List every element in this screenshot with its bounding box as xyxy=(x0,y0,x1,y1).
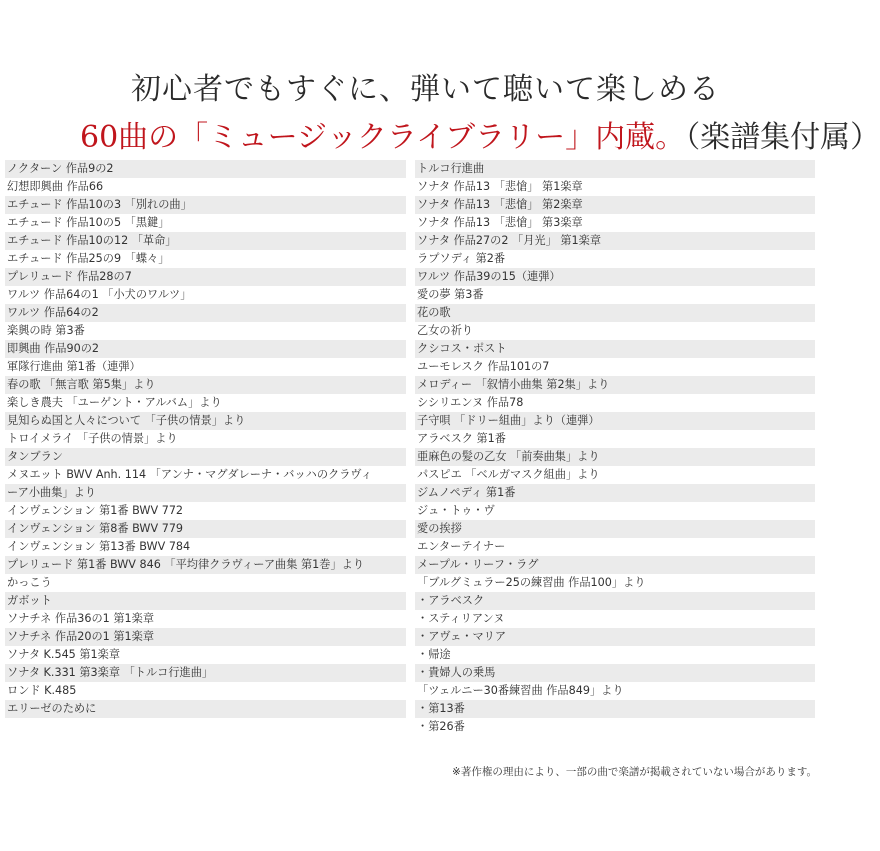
song-list-item: ジムノペディ 第1番 xyxy=(415,484,815,502)
song-list-item: シシリエンヌ 作品78 xyxy=(415,394,815,412)
song-list-item: エリーゼのために xyxy=(5,700,406,718)
song-list-item: 楽しき農夫 「ユーゲント・アルバム」より xyxy=(5,394,406,412)
song-list-item: エチュード 作品10の5 「黒鍵」 xyxy=(5,214,406,232)
song-list-item: ・アヴェ・マリア xyxy=(415,628,815,646)
song-list-item: 「ツェルニー30番練習曲 作品849」より xyxy=(415,682,815,700)
song-list-item: インヴェンション 第13番 BWV 784 xyxy=(5,538,406,556)
song-list-item: ソナタ 作品27の2 「月光」 第1楽章 xyxy=(415,232,815,250)
song-list-item: 即興曲 作品90の2 xyxy=(5,340,406,358)
song-list-item: ・第13番 xyxy=(415,700,815,718)
song-list-item: 愛の挨拶 xyxy=(415,520,815,538)
song-list-item: ノクターン 作品9の2 xyxy=(5,160,406,178)
song-list-item: アラベスク 第1番 xyxy=(415,430,815,448)
song-list-item: ソナタ 作品13 「悲愴」 第2楽章 xyxy=(415,196,815,214)
copyright-footnote: ※著作権の理由により、一部の曲で楽譜が掲載されていない場合があります。 xyxy=(452,766,817,778)
song-list-item: ラプソディ 第2番 xyxy=(415,250,815,268)
song-list-item: インヴェンション 第8番 BWV 779 xyxy=(5,520,406,538)
song-list-item: メヌエット BWV Anh. 114 「アンナ・マグダレーナ・バッハのクラヴィ xyxy=(5,466,406,484)
song-list-item: ユーモレスク 作品101の7 xyxy=(415,358,815,376)
song-list-item: ・アラベスク xyxy=(415,592,815,610)
headline-line-2 xyxy=(80,112,880,156)
song-list-item: トルコ行進曲 xyxy=(415,160,815,178)
song-list-item: 亜麻色の髪の乙女 「前奏曲集」より xyxy=(415,448,815,466)
song-list-item: メロディー 「叙情小曲集 第2集」より xyxy=(415,376,815,394)
song-list-item: ・第26番 xyxy=(415,718,815,736)
song-list-item: ソナチネ 作品36の1 第1楽章 xyxy=(5,610,406,628)
song-list-item: 軍隊行進曲 第1番（連弾） xyxy=(5,358,406,376)
song-list-item: プレリュード 作品28の7 xyxy=(5,268,406,286)
song-list-item: 愛の夢 第3番 xyxy=(415,286,815,304)
song-list-item: かっこう xyxy=(5,574,406,592)
song-list-item: ーア小曲集」より xyxy=(5,484,406,502)
song-list-item: ソナタ K.331 第3楽章 「トルコ行進曲」 xyxy=(5,664,406,682)
song-list-item: ガボット xyxy=(5,592,406,610)
song-list-item: 花の歌 xyxy=(415,304,815,322)
song-list-item: プレリュード 第1番 BWV 846 「平均律クラヴィーア曲集 第1巻」より xyxy=(5,556,406,574)
song-list-item: エンターテイナー xyxy=(415,538,815,556)
song-list-item: ジュ・トゥ・ヴ xyxy=(415,502,815,520)
song-list-item: 子守唄 「ドリー組曲」より（連弾） xyxy=(415,412,815,430)
song-list-item: ソナタ 作品13 「悲愴」 第3楽章 xyxy=(415,214,815,232)
song-list-item: 「ブルグミュラー25の練習曲 作品100」より xyxy=(415,574,815,592)
song-list-item: 幻想即興曲 作品66 xyxy=(5,178,406,196)
song-list-item: エチュード 作品10の12 「革命」 xyxy=(5,232,406,250)
song-list-item: 春の歌 「無言歌 第5集」より xyxy=(5,376,406,394)
song-list-item: ワルツ 作品39の15（連弾） xyxy=(415,268,815,286)
song-list-item: ワルツ 作品64の1 「小犬のワルツ」 xyxy=(5,286,406,304)
headline-line-1: 初心者でもすぐに、弾いて聴いて楽しめる xyxy=(131,72,720,107)
song-list-item: パスピエ 「ベルガマスク組曲」より xyxy=(415,466,815,484)
song-list-item: 楽興の時 第3番 xyxy=(5,322,406,340)
song-list-item: インヴェンション 第1番 BWV 772 xyxy=(5,502,406,520)
song-list-item: ・貴婦人の乗馬 xyxy=(415,664,815,682)
song-list-item: ロンド K.485 xyxy=(5,682,406,700)
song-list-item: ・帰途 xyxy=(415,646,815,664)
song-list-item: クシコス・ポスト xyxy=(415,340,815,358)
song-list-item: ソナタ 作品13 「悲愴」 第1楽章 xyxy=(415,178,815,196)
song-list-left xyxy=(5,160,406,718)
song-list-item: 見知らぬ国と人々について 「子供の情景」より xyxy=(5,412,406,430)
headline-library-text: 60曲の「ミュージックライブラリー」内蔵。 xyxy=(80,120,686,155)
song-list-item: ワルツ 作品64の2 xyxy=(5,304,406,322)
song-list-item: タンブラン xyxy=(5,448,406,466)
song-list-item: トロイメライ 「子供の情景」より xyxy=(5,430,406,448)
song-list-item: ソナタ K.545 第1楽章 xyxy=(5,646,406,664)
song-list-item: メープル・リーフ・ラグ xyxy=(415,556,815,574)
song-list-item: エチュード 作品25の9 「蝶々」 xyxy=(5,250,406,268)
song-list-item: ソナチネ 作品20の1 第1楽章 xyxy=(5,628,406,646)
headline-scorebook-text: （楽譜集付属） xyxy=(685,120,880,155)
song-list-item: ・スティリアンヌ xyxy=(415,610,815,628)
song-list-right xyxy=(415,160,815,736)
song-list-item: 乙女の祈り xyxy=(415,322,815,340)
song-list-item: エチュード 作品10の3 「別れの曲」 xyxy=(5,196,406,214)
